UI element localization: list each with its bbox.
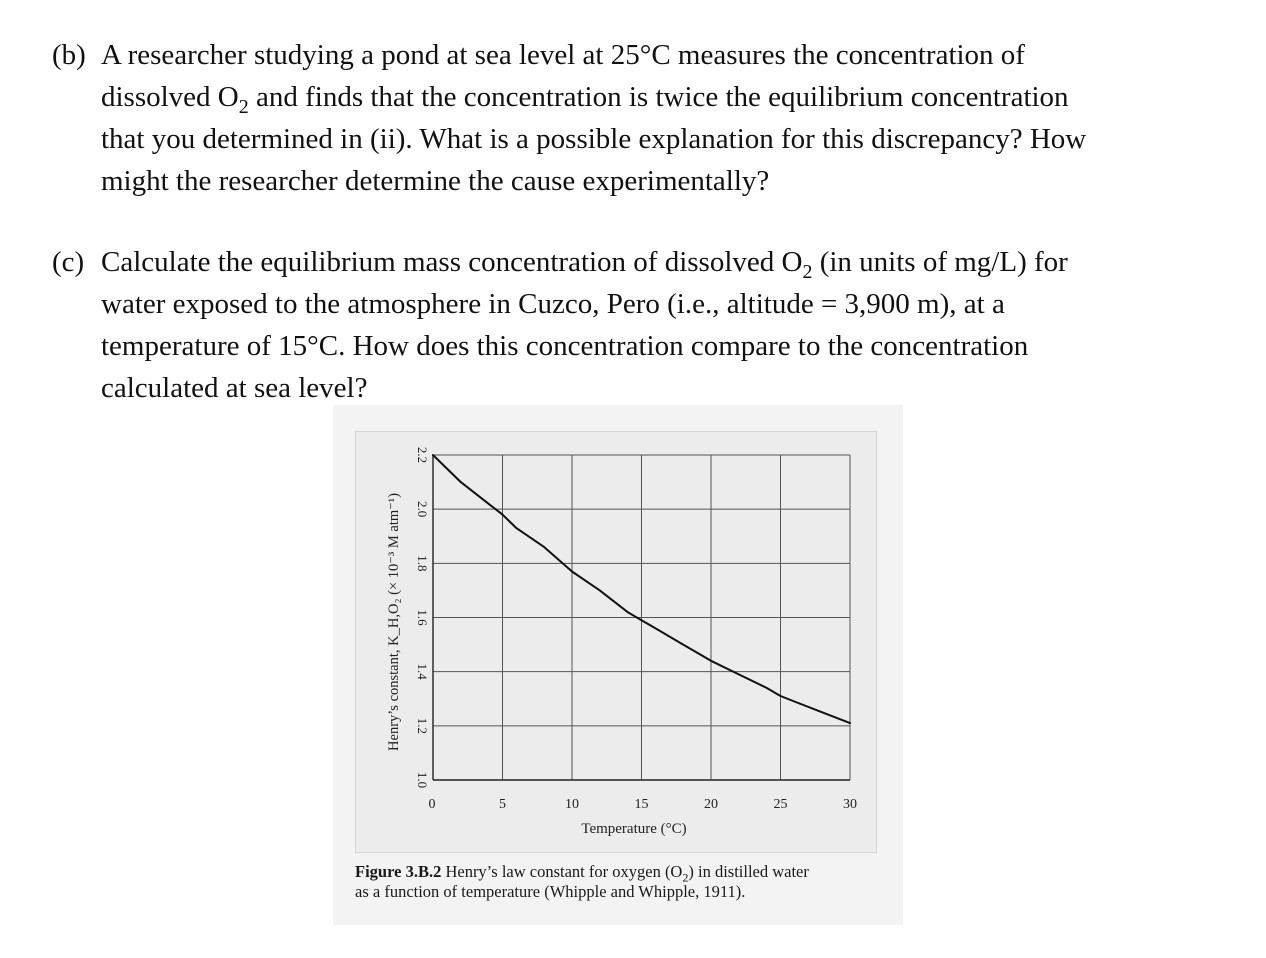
figure-caption-line-1	[355, 862, 895, 885]
x-tick-label: 5	[499, 797, 506, 812]
figure-number: Figure 3.B.2	[355, 862, 442, 881]
y-tick-label: 2.0	[415, 501, 430, 518]
chart-grid	[433, 455, 850, 780]
x-tick-label: 15	[634, 797, 649, 812]
y-tick-label: 1.4	[415, 663, 430, 680]
x-tick-label: 30	[843, 797, 857, 812]
y-tick-label: 2.2	[415, 446, 430, 464]
figure-caption-o2-subscript: 2	[682, 870, 689, 885]
chart-tick-labels	[415, 447, 857, 812]
question-b-line-4: might the researcher determine the cause experimentally?	[101, 165, 770, 197]
question-b-o2-subscript: 2	[238, 95, 249, 118]
question-b-line-1: A researcher studying a pond at sea level at 25°C measures the concentration of	[101, 39, 1025, 71]
question-c-line-2: water exposed to the atmosphere in Cuzco, Pero (i.e., altitude = 3,900 m), at a	[101, 288, 1005, 320]
question-c-line-3: temperature of 15°C. How does this concentration compare to the concentration	[101, 330, 1029, 362]
question-c-o2-subscript: 2	[802, 260, 813, 283]
x-tick-label: 10	[565, 797, 579, 812]
y-tick-label: 1.0	[415, 771, 430, 789]
y-tick-label: 1.8	[415, 555, 430, 572]
figure-caption-line-1-post: ) in distilled water	[688, 862, 809, 881]
figure-caption-line-1-pre: Henry’s law constant for oxygen (O	[441, 862, 683, 881]
x-tick-label: 20	[704, 797, 718, 812]
y-axis-label: Henry’s constant, K_H,O₂ (× 10⁻³ M atm⁻¹)	[386, 493, 402, 751]
question-b-line-3: that you determined in (ii). What is a possible explanation for this discrepancy? How	[101, 123, 1087, 155]
x-axis-label: Temperature (°C)	[581, 821, 687, 837]
y-tick-label: 1.6	[415, 609, 430, 626]
y-tick-label: 1.2	[415, 717, 430, 734]
question-b-line-2-post: and finds that the concentration is twice the equilibrium concentration	[248, 81, 1069, 113]
figure-caption-line-2: as a function of temperature (Whipple and Whipple, 1911).	[355, 882, 746, 901]
x-tick-label: 0	[428, 797, 436, 812]
x-tick-label: 25	[773, 797, 788, 812]
question-c-line-1-pre: Calculate the equilibrium mass concentration of dissolved O	[101, 246, 803, 278]
question-c-line-4: calculated at sea level?	[101, 372, 368, 404]
question-b-line-2-pre: dissolved O	[101, 81, 239, 113]
question-c-line-1-post: (in units of mg/L) for	[812, 246, 1068, 278]
question-b-label: (b)	[52, 39, 86, 71]
question-c-label: (c)	[52, 246, 85, 278]
figure-caption	[355, 862, 895, 902]
